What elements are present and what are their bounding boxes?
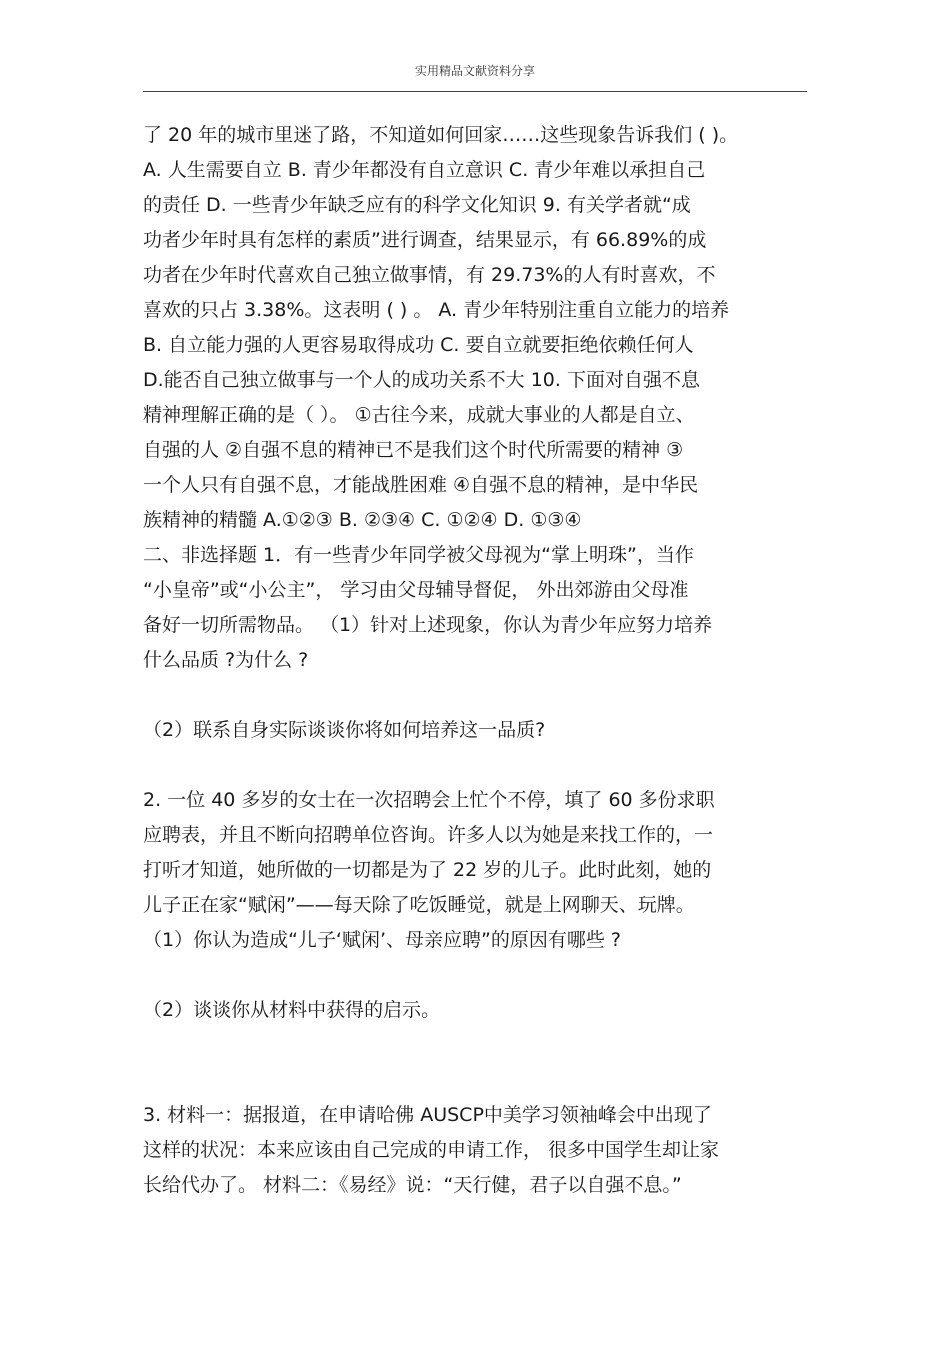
text-line: 这样的状况：本来应该由自己完成的申请工作， 很多中国学生却让家 [143,1139,720,1161]
text-line: 精神理解正确的是（ ）。 ①古往今来，成就大事业的人都是自立、 [143,404,695,426]
text-line: （2）联系自身实际谈谈你将如何培养这一品质? [143,719,546,741]
text-line: D.能否自己独立做事与一个人的成功关系不大 10. 下面对自强不息 [143,369,700,391]
text-line: B. 自立能力强的人更容易取得成功 C. 要自立就要拒绝依赖任何人 [143,334,694,356]
text-line: 儿子正在家“赋闲”——每天除了吃饭睡觉，就是上网聊天、玩牌。 [143,894,695,916]
text-line: 族精神的精髓 A.①②③ B. ②③④ C. ①②④ D. ①③④ [143,509,582,531]
document-body [143,118,807,1203]
text-line: （1）你认为造成“儿子‘赋闲’、母亲应聘”的原因有哪些 ? [143,929,621,951]
blank-line [143,1028,807,1063]
blank-line [143,1063,807,1098]
blank-line [143,678,807,713]
text-line: 3. 材料一：据报道，在申请哈佛 AUSCP中美学习领袖峰会中出现了 [143,1104,712,1126]
text-line: 喜欢的只占 3.38%。这表明 ( ) 。 A. 青少年特别注重自立能力的培养 [143,299,730,321]
text-line: 的责任 D. 一些青少年缺乏应有的科学文化知识 9. 有关学者就“成 [143,194,691,216]
text-line: 一个人只有自强不息，才能战胜困难 ④自强不息的精神，是中华民 [143,474,699,496]
blank-line [143,958,807,993]
header-rule [143,91,807,92]
text-line: 打听才知道，她所做的一切都是为了 22 岁的儿子。此时此刻，她的 [143,859,712,881]
text-line: 功者少年时具有怎样的素质”进行调查，结果显示，有 66.89%的成 [143,229,707,251]
text-line: 2. 一位 40 多岁的女士在一次招聘会上忙个不停，填了 60 多份求职 [143,789,715,811]
text-line: （2）谈谈你从材料中获得的启示。 [143,999,441,1021]
text-line: “小皇帝”或“小公主”， 学习由父母辅导督促， 外出郊游由父母准 [143,579,689,601]
text-line: 自强的人 ②自强不息的精神已不是我们这个时代所需要的精神 ③ [143,439,684,461]
text-line: 备好一切所需物品。 （1）针对上述现象，你认为青少年应努力培养 [143,614,713,636]
page-header: 实用精品文献资料分享 [414,64,535,78]
text-line: 什么品质 ?为什么 ? [143,649,309,671]
blank-line [143,748,807,783]
text-line: 了 20 年的城市里迷了路，不知道如何回家……这些现象告诉我们 ( )。 [143,124,739,146]
text-line: 应聘表，并且不断向招聘单位咨询。许多人以为她是来找工作的，一 [143,824,714,846]
text-line: 长给代办了。 材料二：《易经》说：“天行健，君子以自强不息。” [143,1174,682,1196]
text-line: A. 人生需要自立 B. 青少年都没有自立意识 C. 青少年难以承担自己 [143,159,706,181]
text-line: 功者在少年时代喜欢自己独立做事情，有 29.73%的人有时喜欢，不 [143,264,716,286]
text-line: 二、非选择题 1．有一些青少年同学被父母视为“掌上明珠”，当作 [143,544,694,566]
